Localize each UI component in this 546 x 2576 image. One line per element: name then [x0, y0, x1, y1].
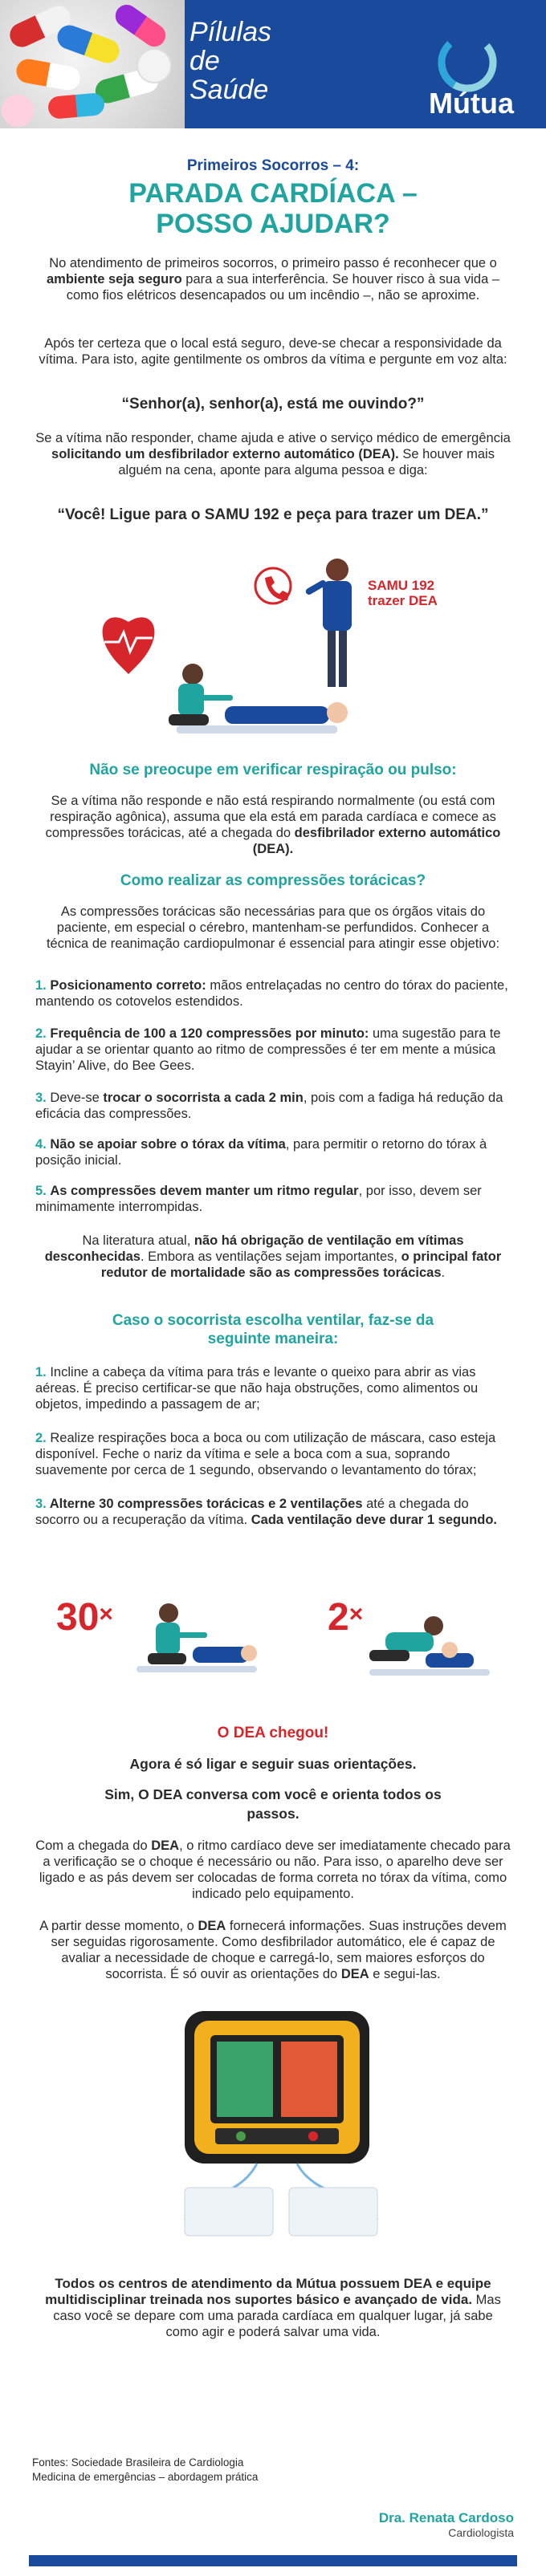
sources: Fontes: Sociedade Brasileira de Cardiologia Medicina de emergências – abordagem prática: [32, 2456, 259, 2483]
respiration-paragraph: Se a vítima não responde e não está respirando normalmente (ou está com respiração agônica), assuma que ela está em parada cardíaca e comece as compressões torácicas, até a chegada do desfibrilador externo automático (DEA).: [45, 794, 501, 856]
compressions-illustration: [112, 1597, 257, 1693]
cpr-scene-illustration: [72, 546, 490, 754]
ventilation-note: Na literatura atual, não há obrigação de ventilação em vítimas desconhecidas. Embora as ventilações sejam importantes, o principal fator redutor de mortalidade são as compressões torácicas.: [44, 1233, 502, 1280]
ventilation-step-2: 2. Realize respirações boca a boca ou com utilização de máscara, caso esteja disponível. Feche o nariz da vítima e sele a boca com a sua, soprando suavemente por cerca de 1 segundo, observando o levantamento do tórax;: [35, 1431, 496, 1477]
respiration-title: Não se preocupe em verificar respiração ou pulso:: [89, 762, 457, 778]
compressions-intro: As compressões torácicas são necessárias para que os órgãos vitais do paciente, em especial o cérebro, mantenham-se perfundidos. Conhecer a técnica de reanimação cardiopulmonar é essencial para atingir esse objetivo:: [46, 904, 500, 951]
intro-paragraph-1: No atendimento de primeiros socorros, o primeiro passo é reconhecer que o ambiente seja seguro para a sua interferência. Se houver risco à sua vida – como fios elétricos desencapados ou um incêndio –, não se aproxime.: [46, 256, 500, 303]
rescuer-figure: [169, 664, 233, 725]
pills-photo: [0, 0, 185, 128]
ventilation-illustration: [353, 1597, 498, 1693]
article-kicker: Primeiros Socorros – 4:: [186, 157, 360, 174]
brand-name: Mútua: [429, 87, 514, 120]
intro-paragraph-2: Após ter certeza que o local está seguro, deve-se checar a responsividade da vítima. Para isto, agite gentilmente os ombros da vítima e pergunte em voz alta:: [39, 336, 507, 367]
dea-paragraph-2: A partir desse momento, o DEA fornecerá informações. Suas instruções devem ser seguidas rigorosamente. Como desfibrilador automático, ele é capaz de avaliar a necessidade de choque e carregá-lo, sem maiores esforços do socorrista. É só ouvir as orientações do DEA e segui-las.: [39, 1919, 507, 1981]
author-block: [379, 2510, 514, 2539]
dea-title: O DEA chegou!: [217, 1725, 329, 1741]
phone-icon: [255, 568, 291, 603]
author-name: Dra. Renata Cardoso: [378, 2510, 514, 2525]
ventilation-step-1: 1. Incline a cabeça da vítima para trás e levante o queixo para abrir as vias aéreas. É preciso certificar-se que não haja obstruções, como alimentos ou objetos, impedindo a passagem de ar;: [35, 1365, 479, 1412]
compression-step-3: 3. Deve-se trocar o socorrista a cada 2 min, pois com a fadiga há redução da eficácia das compressões.: [35, 1091, 503, 1121]
compressions-count: 30×: [56, 1596, 113, 1639]
ventilation-step-3: 3. Alterne 30 compressões torácicas e 2 ventilações até a chegada do socorro ou a recuperação da vítima. Cada ventilação deve durar 1 segundo.: [35, 1497, 497, 1527]
heart-monitor-icon: [103, 617, 155, 674]
intro-paragraph-3: Se a vítima não responder, chame ajuda e ative o serviço médico de emergência solicitando um desfibrilador externo automático (DEA). Se houver mais alguém na cena, aponte para alguma pessoa e diga:: [35, 431, 511, 477]
quote-call-samu: “Você! Ligue para o SAMU 192 e peça para trazer um DEA.”: [57, 506, 489, 523]
samu-callout: SAMU 192 trazer DEA: [368, 578, 438, 608]
closing-paragraph: Todos os centros de atendimento da Mútua possuem DEA e equipe multidisciplinar treinada nos suportes básico e avançado de vida. Mas caso você se depare com uma parada cardíaca em qualquer lugar, já sabe como agir e poderá salvar uma vida.: [45, 2276, 501, 2339]
compressions-title: Como realizar as compressões torácicas?: [120, 872, 426, 889]
dea-paragraph-1: Com a chegada do DEA, o ritmo cardíaco deve ser imediatamente checado para a verificação se o choque é necessário ou não. Para isso, o aparelho deve ser ligado e as pás devem ser colocadas de forma correta no tórax da vítima, como indicado pelo equipamento.: [35, 1839, 511, 1901]
article-headline: PARADA CARDÍACA – POSSO AJUDAR?: [128, 178, 418, 239]
defibrillator-illustration: [136, 2003, 426, 2244]
ventilations-count: 2×: [328, 1596, 364, 1639]
author-role: Cardiologista: [448, 2526, 514, 2539]
bystander-figure: [304, 559, 352, 687]
footer-bar: [29, 2555, 517, 2566]
compression-step-1: 1. Posicionamento correto: mãos entrelaçadas no centro do tórax do paciente, mantendo os cotovelos estendidos.: [35, 978, 508, 1009]
compression-step-2: 2. Frequência de 100 a 120 compressões por minuto: uma sugestão para te ajudar a se orientar quanto ao ritmo de compressões é ter em mente a música Stayin’ Alive, do Bee Gees.: [35, 1026, 501, 1073]
dea-line-2: Sim, O DEA conversa com você e orienta todos os passos.: [104, 1786, 442, 1822]
dea-line-1: Agora é só ligar e seguir suas orientações.: [129, 1756, 417, 1772]
ventilation-title: Caso o socorrista escolha ventilar, faz-se da seguinte maneira:: [112, 1312, 434, 1347]
series-title: Pílulas de Saúde: [189, 17, 272, 105]
quote-ask: “Senhor(a), senhor(a), está me ouvindo?”: [121, 396, 425, 412]
header-banner: [0, 0, 546, 128]
compression-step-4: 4. Não se apoiar sobre o tórax da vítima, para permitir o retorno do tórax à posição inicial.: [35, 1137, 487, 1168]
compression-step-5: 5. As compressões devem manter um ritmo regular, por isso, devem ser minimamente interrompidas.: [35, 1184, 482, 1214]
